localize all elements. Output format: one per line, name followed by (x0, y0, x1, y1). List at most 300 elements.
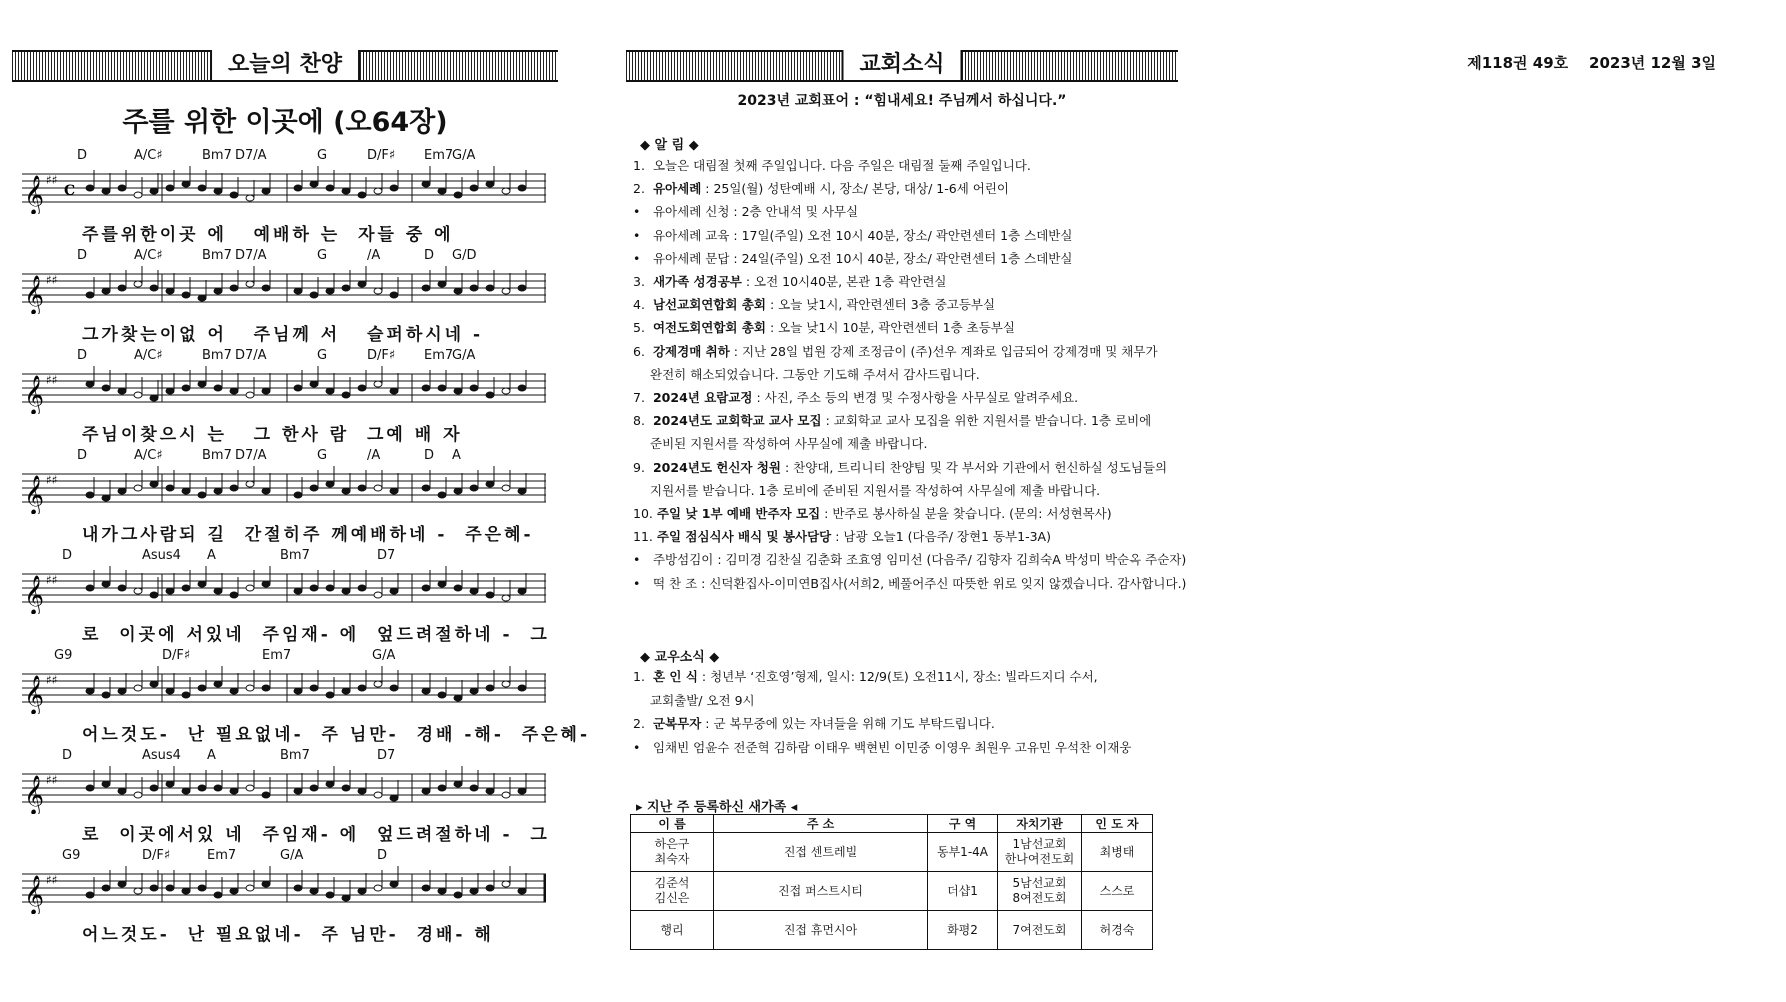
note-head (262, 581, 270, 587)
note-head (486, 181, 494, 187)
item-number: 11. (633, 529, 653, 545)
note-head (502, 681, 510, 687)
note-head (518, 385, 526, 391)
note-head (150, 481, 158, 487)
note-head (470, 888, 478, 894)
note-head (454, 695, 462, 701)
note-head (326, 692, 334, 698)
music-staff (22, 164, 546, 214)
note-head (422, 788, 430, 794)
note-head (102, 781, 110, 787)
item-title: 혼 인 식 (652, 669, 698, 684)
note-head (310, 485, 318, 491)
note-head (86, 185, 94, 191)
note-head (246, 195, 254, 201)
note-head (390, 685, 398, 691)
note-head (422, 585, 430, 591)
note-head (470, 688, 478, 694)
note-head (470, 385, 478, 391)
note-head (198, 785, 206, 791)
note-head (454, 388, 462, 394)
note-head (262, 685, 270, 691)
note-head (310, 888, 318, 894)
item-number: 6. (633, 343, 645, 359)
note-head (422, 885, 430, 891)
note-head (358, 281, 366, 287)
note-head (182, 788, 190, 794)
cell-org (998, 911, 1082, 950)
key-signature-icon: ♯♯ (46, 273, 58, 287)
note-head (326, 388, 334, 394)
item-number: 2. (633, 181, 645, 197)
note-head (262, 488, 270, 494)
note-head (150, 885, 158, 891)
chord-symbol: Bm7 (280, 548, 310, 563)
note-head (182, 181, 190, 187)
item-number: • (633, 227, 641, 243)
item-text: : 오늘 낮1시 10분, 곽안련센터 1층 초등부실 (766, 320, 1015, 336)
note-head (342, 785, 350, 791)
note-head (486, 788, 494, 794)
key-signature-icon: ♯♯ (46, 173, 58, 187)
chord-symbol: D/F♯ (162, 648, 191, 663)
note-head (470, 485, 478, 491)
note-head (438, 492, 446, 498)
hymn-header-bar (12, 50, 558, 82)
note-head (246, 392, 254, 398)
note-head (102, 692, 110, 698)
item-number: 8. (633, 413, 645, 429)
item-text: : 남광 오늘1 (다음주/ 장현1 동부1-3A) (831, 529, 1051, 545)
note-head (198, 581, 206, 587)
note-head (246, 685, 254, 691)
note-head (118, 881, 126, 887)
music-staff (22, 564, 546, 614)
table-header-row (631, 815, 1153, 833)
note-head (518, 888, 526, 894)
chord-symbol: D (77, 148, 88, 163)
note-head (310, 685, 318, 691)
note-head (390, 185, 398, 191)
cell-district-line: 더샵1 (947, 883, 978, 898)
cell-district-line: 동부1-4A (937, 844, 988, 859)
chord-symbol: G (317, 148, 328, 163)
note-head (166, 588, 174, 594)
note-head (230, 485, 238, 491)
note-head (246, 585, 254, 591)
note-head (374, 681, 382, 687)
note-head (310, 785, 318, 791)
cell-address-line: 진접 센트레빌 (783, 844, 858, 859)
note-head (118, 185, 126, 191)
note-head (326, 288, 334, 294)
cell-district (928, 911, 998, 950)
cell-org-line: 한나여전도회 (1004, 852, 1075, 866)
music-system (22, 548, 550, 648)
col-org: 자치기관 (998, 815, 1082, 833)
note-head (374, 885, 382, 891)
note-head (342, 895, 350, 901)
note-head (182, 385, 190, 391)
chord-symbol: G9 (54, 648, 73, 663)
notice-item (633, 459, 1167, 477)
chord-symbol: Bm7 (202, 148, 232, 163)
note-head (390, 881, 398, 887)
chord-symbol: Em7 (207, 848, 237, 863)
note-head (166, 688, 174, 694)
chord-symbol: D (377, 848, 388, 863)
note-head (198, 685, 206, 691)
music-staff (22, 764, 546, 814)
notice-item (633, 343, 1158, 361)
note-head (86, 292, 94, 298)
chord-symbol: Em7 (424, 348, 454, 363)
notice-item (633, 157, 1031, 175)
note-head (374, 381, 382, 387)
notice-item (650, 482, 1100, 500)
note-head (294, 385, 302, 391)
note-head (230, 388, 238, 394)
note-head (214, 681, 222, 687)
item-number: 1. (633, 158, 645, 173)
music-staff (22, 364, 546, 414)
fellowship-item (650, 692, 755, 710)
item-text: : 반주로 봉사하실 분을 찾습니다. (문의: 서성현목사) (820, 506, 1112, 521)
note-head (358, 585, 366, 591)
chord-symbol: Em7 (424, 148, 454, 163)
note-head (102, 385, 110, 391)
note-head (454, 892, 462, 898)
key-signature-icon: ♯♯ (46, 573, 58, 587)
note-head (230, 888, 238, 894)
item-text: : 오늘 낮1시, 곽안련센터 3층 중고등부실 (766, 297, 996, 313)
cell-name (631, 911, 714, 950)
note-head (486, 592, 494, 598)
note-head (326, 481, 334, 487)
note-head (438, 188, 446, 194)
note-head (502, 288, 510, 294)
chord-symbol: D (424, 248, 435, 263)
chord-symbol: Bm7 (202, 348, 232, 363)
note-head (262, 881, 270, 887)
treble-clef-icon: 𝄞 (24, 275, 45, 314)
lyric-line: 내가그사람되 길 간절히주 께예배하네 - 주은혜- (82, 525, 534, 545)
chord-symbol: G/A (452, 148, 476, 163)
note-head (502, 188, 510, 194)
music-system (22, 248, 546, 348)
item-title: 2024년도 헌신자 청원 (652, 459, 782, 475)
note-head (310, 292, 318, 298)
note-head (198, 295, 206, 301)
note-head (182, 888, 190, 894)
note-head (438, 385, 446, 391)
note-head (294, 688, 302, 694)
item-text: 임채빈 엄윤수 전준혁 김하람 이태우 백현빈 이민중 이영우 최원우 고유민 우석찬 이재웅 (652, 739, 1132, 755)
note-head (134, 392, 142, 398)
chord-symbol: D/F♯ (142, 848, 171, 863)
item-number: • (633, 552, 641, 568)
treble-clef-icon: 𝄞 (24, 475, 45, 514)
note-head (326, 585, 334, 591)
note-head (502, 595, 510, 601)
note-head (470, 785, 478, 791)
chord-symbol: D7 (377, 748, 396, 763)
col-district: 구 역 (928, 815, 998, 833)
table-row (631, 833, 1153, 872)
note-head (342, 688, 350, 694)
note-head (438, 888, 446, 894)
note-head (262, 388, 270, 394)
item-title: 여전도회연합회 총회 (652, 320, 767, 336)
note-head (342, 488, 350, 494)
note-head (102, 885, 110, 891)
song-title: 주를 위한 이곳에 (오64장) (122, 107, 448, 138)
note-head (502, 792, 510, 798)
lyric-line: 로 이곳에 서있네 주임재- 에 엎드려절하네 - 그 (82, 625, 550, 645)
cell-guide (1082, 872, 1153, 911)
note-head (454, 488, 462, 494)
music-staff (22, 864, 546, 914)
note-head (358, 685, 366, 691)
note-head (438, 581, 446, 587)
note-head (230, 592, 238, 598)
note-head (86, 492, 94, 498)
notice-item (633, 296, 995, 314)
note-head (486, 285, 494, 291)
cell-org-line: 7여전도회 (1012, 922, 1067, 937)
note-head (454, 781, 462, 787)
note-head (454, 288, 462, 294)
cell-address (714, 833, 928, 872)
note-head (246, 481, 254, 487)
notice-item (633, 551, 1186, 569)
table-row (631, 872, 1153, 911)
chord-symbol: G/A (452, 348, 476, 363)
item-text: : 사진, 주소 등의 변경 및 수정사항을 사무실로 알려주세요. (752, 390, 1079, 405)
chord-symbol: D7/A (235, 248, 267, 263)
note-head (262, 285, 270, 291)
cell-name (631, 872, 714, 911)
note-head (150, 285, 158, 291)
note-head (230, 788, 238, 794)
item-text: : 군 복무중에 있는 자녀들을 위해 기도 부탁드립니다. (701, 716, 995, 732)
cell-address-line: 진접 휴먼시아 (783, 922, 858, 937)
item-text: : 청년부 ‘진호영’형제, 일시: 12/9(토) 오전11시, 장소: 빌라드지디 수서, (697, 669, 1098, 684)
note-head (374, 592, 382, 598)
chord-symbol: A (207, 548, 216, 563)
chord-symbol: A (452, 448, 461, 463)
lyric-line: 어느것도- 난 필요없네- 주 님만- 경배 -해- 주은혜- (82, 725, 591, 745)
note-head (470, 285, 478, 291)
cell-name (631, 833, 714, 872)
notice-item (633, 528, 1051, 546)
note-head (374, 288, 382, 294)
note-head (422, 485, 430, 491)
col-address: 주 소 (714, 815, 928, 833)
note-head (214, 488, 222, 494)
note-head (518, 588, 526, 594)
lyric-line: 어느것도- 난 필요없네- 주 님만- 경배- 해 (82, 925, 494, 945)
chord-symbol: A (207, 748, 216, 763)
note-head (86, 585, 94, 591)
fellowship-heading: ◆ 교우소식 ◆ (640, 650, 720, 665)
note-head (342, 188, 350, 194)
note-head (198, 492, 206, 498)
notice-item (633, 412, 1151, 430)
table-row (631, 911, 1153, 950)
item-title: 유아세례 (652, 181, 702, 197)
item-title: 주일 낮 1부 예배 반주자 모집 (656, 506, 821, 521)
note-head (182, 585, 190, 591)
note-head (166, 885, 174, 891)
cell-district-line: 화평2 (947, 922, 978, 937)
item-number: 2. (633, 716, 645, 732)
note-head (486, 685, 494, 691)
note-head (182, 292, 190, 298)
notices-heading: ◆ 알 림 ◆ (640, 138, 699, 153)
note-head (294, 288, 302, 294)
chord-symbol: D7/A (235, 348, 267, 363)
note-head (390, 795, 398, 801)
fellowship-item (633, 668, 1098, 686)
music-system (22, 348, 546, 448)
note-head (214, 785, 222, 791)
item-title: 군복무자 (652, 716, 702, 732)
item-number: 10. (633, 506, 653, 521)
note-head (326, 781, 334, 787)
note-head (198, 185, 206, 191)
note-head (86, 688, 94, 694)
item-text: : 찬양대, 트리니티 찬양팀 및 각 부서와 기관에서 헌신하실 성도님들의 (781, 459, 1168, 475)
treble-clef-icon: 𝄞 (24, 375, 45, 414)
chord-symbol: D/F♯ (367, 148, 396, 163)
note-head (214, 588, 222, 594)
notice-item (633, 319, 1015, 337)
note-head (390, 588, 398, 594)
item-text: 지원서를 받습니다. 1층 로비에 준비된 지원서를 작성하여 사무실에 제출 바랍니다. (650, 482, 1101, 498)
note-head (102, 495, 110, 501)
cell-guide-line: 허경숙 (1099, 922, 1135, 937)
note-head (198, 885, 206, 891)
item-title: 강제경매 취하 (652, 343, 730, 359)
note-head (246, 885, 254, 891)
item-title: 남선교회연합회 총회 (652, 297, 767, 313)
treble-clef-icon: 𝄞 (24, 575, 45, 614)
chord-symbol: G/D (452, 248, 477, 263)
item-number: • (633, 250, 641, 266)
note-head (86, 381, 94, 387)
note-head (454, 192, 462, 198)
item-text: 완전히 해소되었습니다. 그동안 기도해 주셔서 감사드립니다. (650, 366, 980, 382)
note-head (422, 181, 430, 187)
note-head (438, 785, 446, 791)
note-head (294, 588, 302, 594)
chord-symbol: Bm7 (280, 748, 310, 763)
note-head (374, 188, 382, 194)
note-head (294, 788, 302, 794)
note-head (166, 781, 174, 787)
notice-item (633, 227, 1072, 245)
music-system (22, 748, 550, 848)
chord-symbol: D (77, 448, 88, 463)
music-system (22, 848, 546, 948)
note-head (134, 685, 142, 691)
note-head (310, 381, 318, 387)
chord-symbol: A/C♯ (134, 348, 163, 363)
note-head (422, 688, 430, 694)
cell-org-line: 8여전도회 (1012, 891, 1067, 905)
treble-clef-icon: 𝄞 (24, 775, 45, 814)
note-head (86, 785, 94, 791)
cell-org (998, 872, 1082, 911)
note-head (182, 488, 190, 494)
notice-item (650, 366, 980, 384)
music-system (22, 448, 546, 548)
note-head (230, 192, 238, 198)
note-head (118, 585, 126, 591)
note-head (342, 392, 350, 398)
note-head (438, 692, 446, 698)
chord-symbol: D (62, 748, 73, 763)
chord-symbol: A/C♯ (134, 148, 163, 163)
note-head (86, 892, 94, 898)
registry-heading: ▸ 지난 주 등록하신 새가족 ◂ (636, 800, 798, 815)
chord-symbol: D (77, 248, 88, 263)
note-head (518, 285, 526, 291)
cell-name-line: 김신은 (654, 891, 690, 905)
note-head (486, 481, 494, 487)
item-number: 7. (633, 390, 645, 405)
item-text: 유아세례 교육 : 17일(주일) 오전 10시 40분, 장소/ 곽안련센터 1층 스데반실 (652, 227, 1073, 243)
common-time-icon: C (64, 183, 76, 199)
note-head (198, 381, 206, 387)
key-signature-icon: ♯♯ (46, 373, 58, 387)
item-number: 4. (633, 297, 645, 313)
news-header-bar (626, 50, 1178, 82)
col-name: 이 름 (631, 815, 714, 833)
note-head (454, 585, 462, 591)
item-text: 유아세례 문답 : 24일(주일) 오전 10시 40분, 장소/ 곽안련센터 1층 스데반실 (652, 250, 1073, 266)
note-head (390, 292, 398, 298)
note-head (358, 192, 366, 198)
fellowship-item (633, 715, 995, 733)
issue-info: 제118권 49호 2023년 12월 3일 (1467, 54, 1716, 72)
key-signature-icon: ♯♯ (46, 673, 58, 687)
note-head (214, 288, 222, 294)
note-head (102, 188, 110, 194)
chord-symbol: Em7 (262, 648, 292, 663)
note-head (374, 792, 382, 798)
notice-item (633, 505, 1112, 523)
item-text: : 25일(월) 성탄예배 시, 장소/ 본당, 대상/ 1-6세 어린이 (701, 181, 1009, 197)
item-text: 준비된 지원서를 작성하여 사무실에 제출 바랍니다. (650, 436, 928, 452)
item-number: 5. (633, 320, 645, 336)
item-text: : 지난 28일 법원 강제 조정금이 (주)선우 계좌로 입금되어 강제경매 및 채무가 (729, 343, 1158, 359)
item-number: • (633, 739, 641, 755)
note-head (230, 285, 238, 291)
note-head (166, 288, 174, 294)
note-head (214, 892, 222, 898)
cell-name-line: 행리 (660, 922, 684, 937)
notice-item (633, 273, 947, 291)
music-staff (22, 664, 546, 714)
cell-address (714, 872, 928, 911)
notice-item (633, 180, 1009, 198)
item-text: : 오전 10시40분, 본관 1층 곽안련실 (741, 274, 947, 289)
note-head (246, 281, 254, 287)
key-signature-icon: ♯♯ (46, 773, 58, 787)
music-system (22, 148, 546, 248)
